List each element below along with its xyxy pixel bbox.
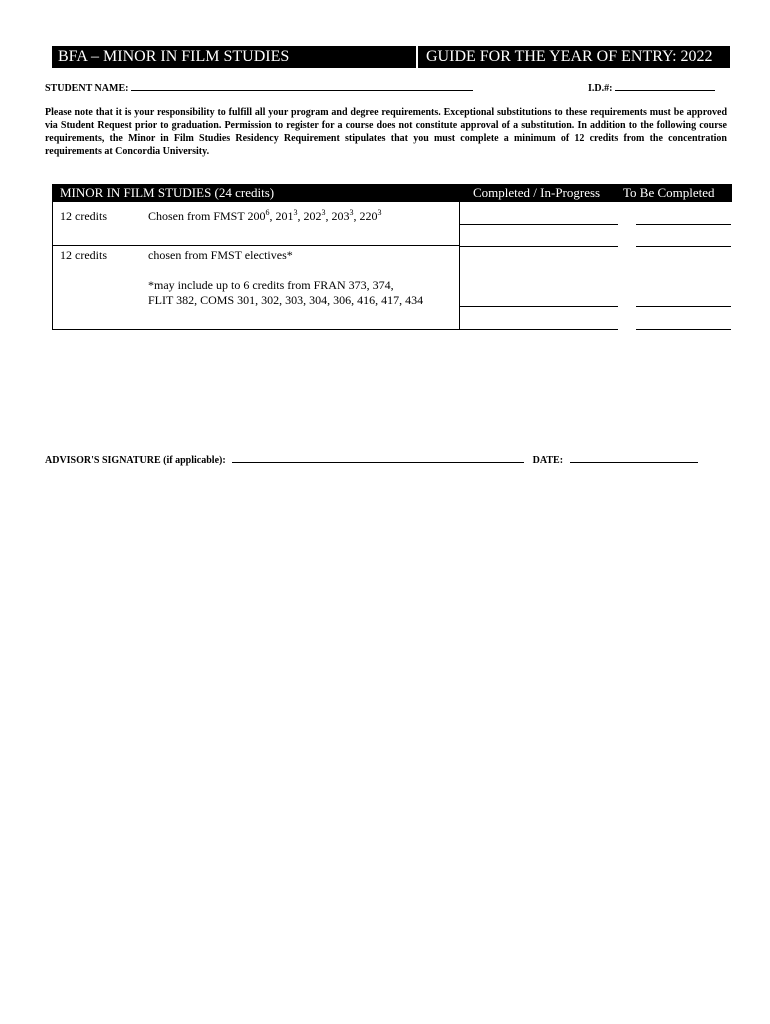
course-footnote: 6: [265, 208, 270, 217]
row-divider: [52, 245, 460, 246]
course-footnote: 3: [293, 208, 298, 217]
row1-credits: 12 credits: [60, 209, 107, 223]
completed-line[interactable]: [460, 306, 618, 307]
table-middle-border: [459, 202, 460, 329]
responsibility-notice: Please note that it is your responsibility to fulfill all your program and degree requirements. Exceptional substitutions to these requirements must be approved via Student Request prior to graduation. Permission to register for a course does not constitute approval of a substitution. In addition to the following course requirements, the Minor in Film Studies Residency Requirement stipulates that you must complete a minimum of 12 credits from the concentration requirements at Concordia University.: [45, 107, 727, 157]
course-footnote: 3: [349, 208, 354, 217]
course-footnote: 3: [321, 208, 326, 217]
student-name-label: STUDENT NAME:: [45, 83, 129, 94]
course-code: , 201: [269, 209, 294, 223]
completed-line[interactable]: [460, 224, 618, 225]
row2-description: chosen from FMST electives*: [148, 248, 293, 262]
student-id-label: I.D.#:: [588, 83, 613, 94]
program-title: BFA – MINOR IN FILM STUDIES: [52, 46, 416, 68]
course-code: , 220: [353, 209, 378, 223]
to-be-completed-line[interactable]: [636, 246, 731, 247]
to-be-completed-line[interactable]: [636, 306, 731, 307]
to-be-completed-line[interactable]: [636, 329, 731, 330]
year-of-entry-title: GUIDE FOR THE YEAR OF ENTRY: 2022: [418, 46, 730, 68]
course-footnote: 3: [377, 208, 382, 217]
student-name-row: [45, 81, 473, 94]
advisor-signature-label: ADVISOR'S SIGNATURE (if applicable):: [45, 455, 226, 466]
row2-note-line1: *may include up to 6 credits from FRAN 373, 374,: [148, 278, 394, 292]
row1-description: [148, 209, 381, 224]
row2-note-line2: FLIT 382, COMS 301, 302, 303, 304, 306, 416, 417, 434: [148, 293, 424, 307]
to-be-completed-line[interactable]: [636, 224, 731, 225]
date-label: DATE:: [532, 455, 564, 466]
table-bottom-border: [52, 329, 460, 330]
table-header: [52, 184, 732, 202]
student-id-row: [588, 81, 715, 94]
student-id-field[interactable]: [615, 81, 715, 91]
signature-row: [45, 453, 698, 466]
advisor-signature-field[interactable]: [232, 453, 524, 463]
row1-desc-prefix: Chosen from FMST 200: [148, 209, 266, 223]
table-title: MINOR IN FILM STUDIES (24 credits): [60, 185, 275, 200]
column-completed: Completed / In-Progress: [473, 185, 601, 200]
column-to-be-completed: To Be Completed: [623, 185, 715, 200]
date-field[interactable]: [570, 453, 698, 463]
course-code: , 203: [325, 209, 350, 223]
table-left-border: [52, 202, 53, 329]
header-bar: [52, 46, 730, 68]
row2-credits: 12 credits: [60, 248, 107, 262]
student-name-field[interactable]: [131, 81, 473, 91]
completed-line[interactable]: [460, 246, 618, 247]
course-code: , 202: [297, 209, 322, 223]
completed-line[interactable]: [460, 329, 618, 330]
